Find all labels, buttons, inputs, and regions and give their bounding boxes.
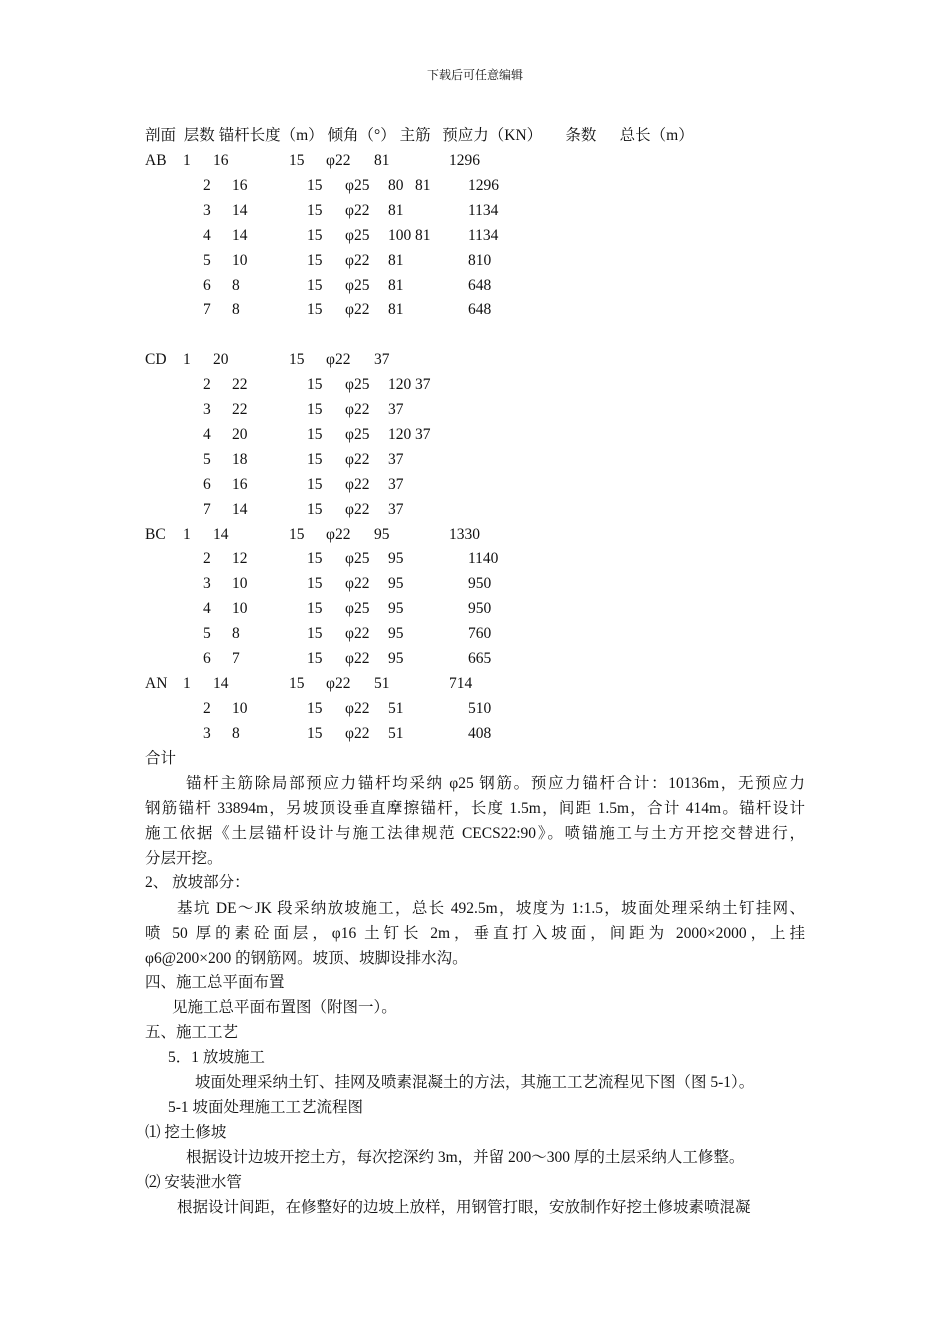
subsection-5-1-text: 坡面处理采纳土钉、挂网及喷素混凝土的方法，其施工工艺流程见下图（图 5-1）。 xyxy=(195,1074,755,1091)
table-cell: 95 xyxy=(388,625,404,643)
table-cell: 648 xyxy=(468,301,492,319)
figure-caption: 5-1 坡面处理施工工艺流程图 xyxy=(168,1099,364,1116)
table-cell: 37 xyxy=(415,425,431,443)
table-cell: 2 xyxy=(203,699,211,717)
table-cell: 3 xyxy=(203,724,211,742)
table-cell: 81 xyxy=(388,251,404,269)
section-5-heading: 五、施工工艺 xyxy=(145,1024,239,1041)
paragraph-slope xyxy=(145,896,805,971)
table-cell: 16 xyxy=(232,475,248,493)
section-4-text: 见施工总平面布置图（附图一）。 xyxy=(172,999,397,1016)
table-cell: 4 xyxy=(203,226,211,244)
table-cell: 16 xyxy=(213,152,229,169)
table-cell: 8 xyxy=(232,276,240,294)
table-cell: 15 xyxy=(307,699,323,717)
table-cell: 37 xyxy=(388,401,404,418)
table-cell: 95 xyxy=(388,550,404,568)
table-cell: 15 xyxy=(307,425,323,443)
table-cell: 14 xyxy=(232,226,248,244)
table-cell: 81 xyxy=(388,201,404,219)
table-cell: 18 xyxy=(232,450,248,468)
table-cell: φ25 xyxy=(345,600,370,618)
table-cell: 1 xyxy=(183,152,191,169)
table-cell: 95 xyxy=(388,650,404,667)
table-cell: 15 xyxy=(307,500,323,518)
table-cell: 760 xyxy=(468,625,492,643)
table-cell: 5 xyxy=(203,450,211,468)
table-cell: 51 xyxy=(374,674,390,692)
table-cell: 15 xyxy=(289,525,305,543)
table-cell: 51 xyxy=(388,724,404,742)
table-cell: φ22 xyxy=(345,724,370,742)
table-cell: CD xyxy=(145,351,167,369)
table-cell: 120 xyxy=(388,425,412,443)
step-2-heading: ⑵ 安装泄水管 xyxy=(145,1174,242,1191)
table-cell: 80 xyxy=(388,176,404,194)
table-cell: 15 xyxy=(307,450,323,468)
table-header: 剖面 层数 锚杆长度（m） 倾角（°） 主筋 预应力（KN） 条数 总长（m） xyxy=(145,127,694,144)
text-line: 喷 50 厚的素砼面层，φ16 土钉长 2m，垂直打入坡面，间距为 2000×2000，上挂 xyxy=(145,925,805,942)
table-cell: 648 xyxy=(468,276,492,294)
table-cell: φ22 xyxy=(345,625,370,643)
table-cell: 1 xyxy=(183,674,191,692)
table-cell: 15 xyxy=(289,351,305,369)
table-cell: 100 xyxy=(388,226,412,244)
section-2-heading: 2、 放坡部分： xyxy=(145,874,250,891)
table-cell: 12 xyxy=(232,550,248,568)
text-line: 分层开挖。 xyxy=(145,850,223,867)
step-2-text: 根据设计间距，在修整好的边坡上放样，用钢管打眼，安放制作好挖土修坡素喷混凝 xyxy=(177,1199,751,1216)
subsection-5-1-heading: 5．1 放坡施工 xyxy=(168,1049,265,1066)
table-cell: 5 xyxy=(203,625,211,643)
table-cell: 1 xyxy=(183,351,191,369)
table-cell: 6 xyxy=(203,650,211,667)
table-cell: 510 xyxy=(468,699,492,717)
table-cell: φ22 xyxy=(345,575,370,593)
table-cell: AN xyxy=(145,674,168,692)
table-cell: φ22 xyxy=(326,152,351,169)
table-cell: 15 xyxy=(307,475,323,493)
text-line: 锚杆主筋除局部预应力锚杆均采纳 φ25 钢筋。预应力锚杆合计：10136m，无预应力 xyxy=(186,775,805,792)
table-cell: 15 xyxy=(289,152,305,169)
text-line: 基坑 DE～JK 段采纳放坡施工，总长 492.5m，坡度为 1:1.5，坡面处理采纳土钉挂网、 xyxy=(177,900,805,917)
table-cell: 5 xyxy=(203,251,211,269)
table-cell: 1134 xyxy=(468,226,499,244)
table-cell: 7 xyxy=(203,500,211,518)
text-line: 钢筋锚杆 33894m，另坡顶设垂直摩擦锚杆，长度 1.5m，间距 1.5m，合计 414m。锚杆设计 xyxy=(145,800,805,817)
table-cell: 15 xyxy=(307,550,323,568)
table-cell: 10 xyxy=(232,251,248,269)
table-cell: 51 xyxy=(388,699,404,717)
table-cell: 10 xyxy=(232,600,248,618)
table-cell: 37 xyxy=(388,500,404,518)
table-cell: 3 xyxy=(203,575,211,593)
table-cell: 15 xyxy=(307,650,323,667)
table-cell: BC xyxy=(145,525,166,543)
table-cell: 2 xyxy=(203,376,211,394)
table-cell: 4 xyxy=(203,600,211,618)
table-cell: 1296 xyxy=(468,176,499,194)
paragraph-anchor-summary xyxy=(145,771,805,871)
table-cell: 950 xyxy=(468,575,492,593)
table-cell: φ22 xyxy=(345,301,370,319)
table-cell: 81 xyxy=(415,176,431,194)
table-cell: 1134 xyxy=(468,201,499,219)
table-cell: φ25 xyxy=(345,425,370,443)
table-cell: 15 xyxy=(307,376,323,394)
table-cell: 37 xyxy=(388,475,404,493)
table-cell: φ22 xyxy=(345,450,370,468)
table-cell: φ25 xyxy=(345,226,370,244)
table-cell: φ22 xyxy=(345,475,370,493)
table-cell: 6 xyxy=(203,276,211,294)
table-cell: 95 xyxy=(388,575,404,593)
table-cell: 8 xyxy=(232,625,240,643)
table-cell: φ25 xyxy=(345,550,370,568)
table-cell: 2 xyxy=(203,176,211,194)
table-cell: 3 xyxy=(203,201,211,219)
table-cell: 15 xyxy=(307,201,323,219)
total-label: 合计 xyxy=(145,750,177,767)
step-1-text: 根据设计边坡开挖土方，每次挖深约 3m，并留 200～300 厚的土层采纳人工修整。 xyxy=(186,1149,745,1166)
table-cell: 4 xyxy=(203,425,211,443)
table-cell: 95 xyxy=(374,525,390,543)
text-line: 施工依据《土层锚杆设计与施工法律规范 CECS22:90》。喷锚施工与土方开挖交替进行， xyxy=(145,825,805,842)
table-cell: φ25 xyxy=(345,276,370,294)
table-cell: φ22 xyxy=(345,201,370,219)
table-cell: 15 xyxy=(307,625,323,643)
table-cell: 6 xyxy=(203,475,211,493)
table-cell: 14 xyxy=(213,525,229,543)
table-cell: 14 xyxy=(232,201,248,219)
table-cell: 15 xyxy=(307,575,323,593)
table-cell: 950 xyxy=(468,600,492,618)
table-cell: 16 xyxy=(232,176,248,194)
table-cell: 8 xyxy=(232,301,240,319)
table-cell: 95 xyxy=(388,600,404,618)
table-cell: 1 xyxy=(183,525,191,543)
table-cell: 15 xyxy=(307,226,323,244)
table-cell: 20 xyxy=(213,351,229,369)
table-cell: φ22 xyxy=(326,674,351,692)
table-cell: φ22 xyxy=(345,251,370,269)
table-cell: 408 xyxy=(468,724,492,742)
table-cell: φ22 xyxy=(345,401,370,418)
table-cell: φ22 xyxy=(326,351,351,369)
table-cell: 2 xyxy=(203,550,211,568)
table-cell: 81 xyxy=(415,226,431,244)
section-4-heading: 四、施工总平面布置 xyxy=(145,974,285,991)
table-cell: 15 xyxy=(289,674,305,692)
table-cell: φ22 xyxy=(345,650,370,667)
table-cell: 15 xyxy=(307,401,323,418)
table-cell: 15 xyxy=(307,724,323,742)
table-cell: 810 xyxy=(468,251,492,269)
table-cell: φ25 xyxy=(345,176,370,194)
table-cell: 37 xyxy=(415,376,431,394)
table-cell: AB xyxy=(145,152,167,169)
table-cell: 665 xyxy=(468,650,492,667)
table-cell: 1140 xyxy=(468,550,499,568)
table-cell: 37 xyxy=(388,450,404,468)
table-cell: 15 xyxy=(307,276,323,294)
table-cell: 14 xyxy=(213,674,229,692)
table-cell: 37 xyxy=(374,351,390,369)
table-cell: 81 xyxy=(388,276,404,294)
table-cell: 22 xyxy=(232,401,248,418)
table-cell: 120 xyxy=(388,376,412,394)
table-cell: 3 xyxy=(203,401,211,418)
table-cell: 15 xyxy=(307,251,323,269)
table-cell: 15 xyxy=(307,176,323,194)
step-1-heading: ⑴ 挖土修坡 xyxy=(145,1124,227,1141)
table-cell: 10 xyxy=(232,575,248,593)
table-cell: 1330 xyxy=(449,525,480,543)
table-cell: 14 xyxy=(232,500,248,518)
table-cell: 20 xyxy=(232,425,248,443)
page-header: 下载后可任意编辑 xyxy=(426,68,523,82)
table-cell: 22 xyxy=(232,376,248,394)
table-cell: 15 xyxy=(307,600,323,618)
table-cell: φ22 xyxy=(326,525,351,543)
table-cell: 7 xyxy=(232,650,240,667)
table-cell: 1296 xyxy=(449,152,480,169)
text-line: φ6@200×200 的钢筋网。坡顶、坡脚设排水沟。 xyxy=(145,950,468,967)
table-cell: 81 xyxy=(388,301,404,319)
table-cell: φ22 xyxy=(345,699,370,717)
table-cell: 10 xyxy=(232,699,248,717)
table-cell: φ25 xyxy=(345,376,370,394)
table-cell: 81 xyxy=(374,152,390,169)
table-cell: φ22 xyxy=(345,500,370,518)
table-cell: 8 xyxy=(232,724,240,742)
table-cell: 714 xyxy=(449,674,473,692)
table-cell: 7 xyxy=(203,301,211,319)
table-cell: 15 xyxy=(307,301,323,319)
